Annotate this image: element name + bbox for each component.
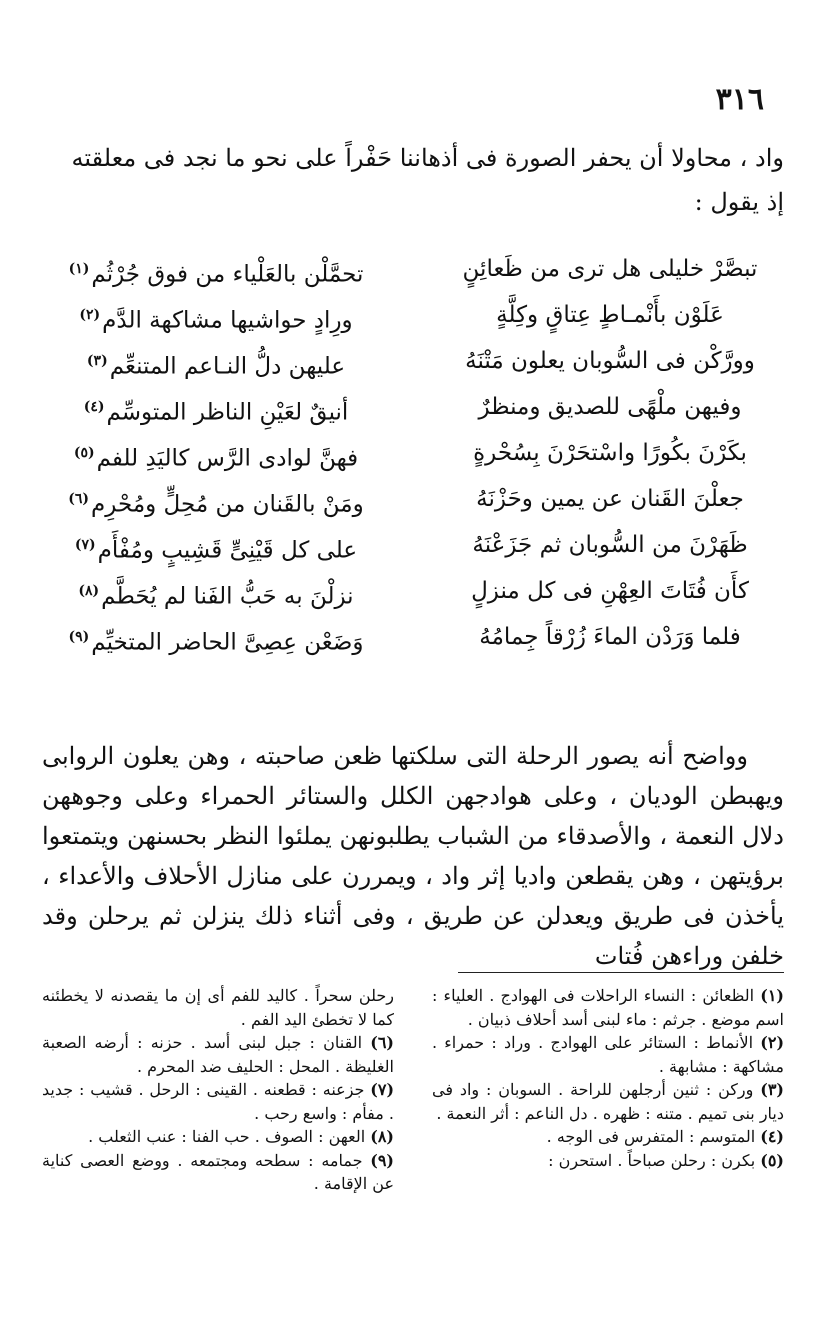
footnote-text: الظعائن : النساء الراحلات فى الهوادج . العلياء : اسم موضع . جرثم : ماء لبنى أسد أحلاف ذبيان . (432, 986, 784, 1029)
verse-second-text: عليهن دلُّ النـاعم المتنعِّم (109, 353, 346, 380)
verse-first-hemistich: ظَهَرْنَ من السُّوبان ثم جَزَعْنَهُ (472, 532, 748, 558)
footnote (432, 1031, 784, 1078)
intro-line: إذ يقول : (694, 188, 784, 216)
footnote-number: (٨) (370, 1127, 394, 1146)
footnote-marker: (٣) (86, 353, 108, 369)
footnote (432, 1149, 784, 1173)
commentary-text: وواضح أنه يصور الرحلة التى سلكتها ظعن صاحبته ، وهن يعلون الروابى ويهبطن الوديان ، وعلى هوادجهن الكلل والستائر الحمراء وعلى وجوههن دلال النعمة ، والأصدقاء من الشباب يطلبونهن يملئوا النظر بحسنهن ويتمتعوا برؤيتهن ، وهن يقطعن واديا إثر واد ، ويمررن على منازل الأحلاف والأعداء ، يأخذن فى طريق ويعدلن عن طريق ، وفى أثناء ذلك ينزلن ثم يرحلن وقد خلفن وراءهن فُتات (42, 742, 784, 970)
poem-verse (42, 614, 784, 660)
verse-second-text: ورِادٍ حواشيها مشاكهة الدَّم (102, 307, 353, 334)
footnote-number: (٩) (370, 1150, 394, 1170)
footnote (432, 984, 784, 1031)
poem-verse (42, 522, 784, 568)
footnotes-left-column (42, 984, 394, 1196)
verse-second-text: ومَنْ بالقَنان من مُحِلٍّ ومُحْرِم (91, 491, 364, 518)
verse-second-hemistich (42, 246, 390, 292)
verse-second-text: تحمَّلْن بالعَلْياء من فوق جُرْثُم (91, 261, 364, 288)
footnote-marker: (٨) (78, 583, 100, 599)
footnote-marker: (٦) (68, 491, 90, 507)
poem-verse (42, 476, 784, 522)
verse-first-hemistich: بكَرْنَ بكُورًا واسْتحَرْنَ بِسُحْرةٍ (473, 440, 747, 466)
verse-first-hemistich: وفيهن ملْهًى للصديق ومنظرٌ (478, 394, 742, 420)
verse-second-text: فهنَّ لوادى الرَّس كاليَدِ للفم (96, 445, 359, 472)
verse-second-hemistich (42, 568, 390, 614)
footnote-number: (١) (760, 986, 784, 1005)
verse-first-hemistich: وورَّكْن فى السُّوبان يعلون مَتْنَهُ (465, 348, 755, 374)
footnotes-right-column (432, 984, 784, 1196)
verse-second-hemistich (42, 614, 390, 660)
poem-verse (42, 292, 784, 338)
verse-second-hemistich (42, 430, 390, 476)
intro-line: واد ، محاولا أن يحفر الصورة فى أذهاننا حَفْراً على نحو ما نجد فى معلقته (71, 144, 784, 172)
verse-first-hemistich: فلما وَرَدْن الماءَ زُرْقاً جِمامُهُ (479, 624, 741, 650)
footnote-text: جمامه : سطحه ومجتمعه . ووضع العصى كناية عن الإقامة . (42, 1150, 394, 1193)
footnote-marker: (٥) (73, 445, 95, 461)
verse-second-text: وَضَعْن عِصِىَّ الحاضر المتخيِّم (91, 629, 364, 656)
verse-second-hemistich (42, 292, 390, 338)
footnote-text: بكرن : رحلن صباحاً . استحرن : (548, 1150, 756, 1170)
poem-verse (42, 338, 784, 384)
footnote-marker: (١) (68, 261, 90, 277)
verse-second-text: على كل قَيْنِىٍّ قَشِيبٍ ومُفْأَم (97, 537, 358, 564)
verse-second-hemistich (42, 384, 390, 430)
footnote-marker: (٢) (79, 307, 101, 323)
poem (42, 246, 784, 660)
verse-second-hemistich (42, 522, 390, 568)
commentary-paragraph (42, 736, 784, 976)
poem-verse (42, 430, 784, 476)
footnote-text: رحلن سحراً . كاليد للفم أى إن ما يقصدنه لا يخطئنه كما لا تخطئ اليد الفم . (42, 986, 394, 1029)
verse-second-hemistich (42, 338, 390, 384)
footnote-text: وركن : ثنين أرجلهن للراحة . السوبان : واد فى ديار بنى تميم . متنه : ظهره . دل الناعم : أثر النعمة . (432, 1080, 784, 1123)
verse-second-text: أنيقٌ لعَيْنِ الناظر المتوسِّم (106, 399, 349, 426)
footnote-number: (٢) (760, 1033, 785, 1052)
poem-verse (42, 246, 784, 292)
verse-second-hemistich (42, 476, 390, 522)
verse-first-hemistich: عَلَوْن بأَنْمـاطٍ عِتاقٍ وكِلَّةٍ (496, 302, 724, 328)
intro-paragraph (42, 136, 784, 224)
footnote-text: جزعنه : قطعنه . القينى : الرحل . قشيب : جديد . مفأم : واسع رحب . (42, 1080, 394, 1123)
footnote-number: (٣) (760, 1080, 784, 1099)
footnote-marker: (٧) (74, 537, 96, 553)
footnotes (42, 984, 784, 1196)
poem-verse (42, 384, 784, 430)
footnote-marker: (٩) (68, 629, 90, 645)
footnote (42, 1149, 394, 1196)
footnote (42, 1125, 394, 1149)
footnote-text: الأنماط : الستائر على الهوادج . وراد : حمراء . مشاكهة : مشابهة . (432, 1033, 784, 1076)
verse-first-hemistich: جعلْنَ القَنان عن يمين وحَزْنَهُ (476, 486, 744, 512)
footnote-number: (٥) (760, 1150, 784, 1170)
footnote-number: (٦) (370, 1033, 394, 1052)
footnote (432, 1125, 784, 1149)
footnote-text: القنان : جبل لبنى أسد . حزنه : أرضه الصعبة الغليظة . المحل : الحليف ضد المحرم . (42, 1033, 394, 1076)
footnote-number: (٧) (370, 1080, 395, 1099)
poem-verse (42, 568, 784, 614)
footnote (42, 1031, 394, 1078)
footnote (42, 984, 394, 1031)
verse-first-hemistich: كأَن فُتَاتَ العِهْنِ فى كل منزلٍ (471, 578, 749, 604)
footnote-divider (458, 972, 784, 973)
footnote (42, 1078, 394, 1125)
footnote (432, 1078, 784, 1125)
footnote-text: المتوسم : المتفرس فى الوجه . (546, 1127, 756, 1146)
footnote-number: (٤) (760, 1127, 784, 1146)
footnote-marker: (٤) (83, 399, 105, 415)
page-number: ٣١٦ (715, 82, 764, 117)
verse-second-text: نزلْنَ به حَبُّ الفَنا لم يُحَطَّم (101, 583, 354, 610)
verse-first-hemistich: تبصَّرْ خليلى هل ترى من ظَعائِنٍ (462, 256, 758, 282)
footnote-text: العهن : الصوف . حب الفنا : عنب الثعلب . (88, 1127, 366, 1146)
